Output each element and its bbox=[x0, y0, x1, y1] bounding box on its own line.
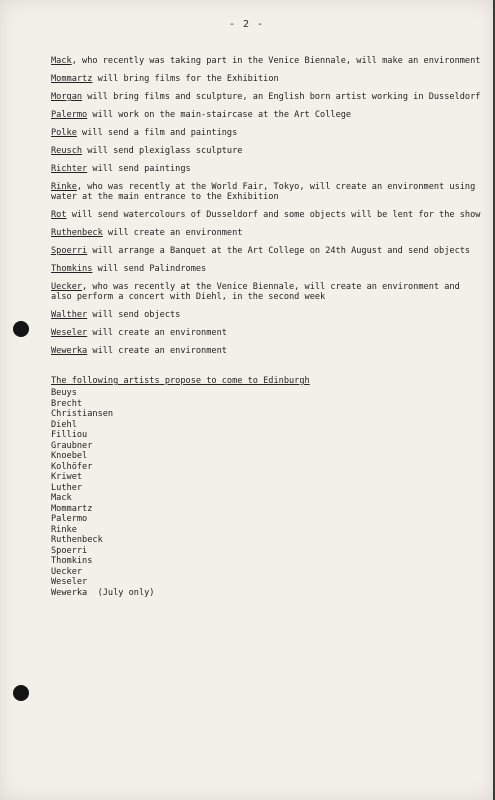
entry-weseler bbox=[51, 328, 481, 338]
artist-description: will work on the main-staircase at the Art College bbox=[87, 110, 352, 120]
artist-description: will send paintings bbox=[87, 164, 191, 174]
entry-thomkins bbox=[51, 264, 481, 274]
list-item: Weseler bbox=[51, 577, 88, 587]
list-item: Kriwet bbox=[51, 472, 83, 482]
list-item: Mommartz bbox=[51, 503, 93, 514]
entry-mack bbox=[51, 56, 481, 66]
list-item: Palermo bbox=[51, 514, 88, 524]
list-item: Ruthenbeck bbox=[51, 535, 103, 545]
artist-description: will send watercolours of Dusseldorf and some objects will be lent for the show bbox=[66, 210, 481, 220]
page-number: - 2 - bbox=[228, 19, 265, 30]
list-item: Diehl bbox=[51, 419, 77, 430]
entry-reusch bbox=[51, 146, 481, 156]
artist-name: Uecker bbox=[51, 282, 83, 292]
artist-name: Ruthenbeck bbox=[51, 228, 103, 238]
artist-name: Thomkins bbox=[51, 264, 93, 274]
list-item: Brecht bbox=[51, 398, 83, 409]
artist-description: will send objects bbox=[87, 310, 181, 320]
list-item: Spoerri bbox=[51, 545, 88, 556]
entry-palermo bbox=[51, 110, 481, 120]
artist-description: will send plexiglass sculpture bbox=[82, 146, 243, 156]
artist-name: Polke bbox=[51, 128, 77, 138]
artist-name: Reusch bbox=[51, 146, 83, 156]
artist-description: will arrange a Banquet at the Art College on 24th August and send objects bbox=[87, 246, 471, 256]
list-item: Mack bbox=[51, 493, 72, 503]
entry-polke bbox=[51, 128, 481, 138]
artist-description: will send a film and paintings bbox=[76, 128, 238, 138]
artist-description: will create an environment bbox=[87, 346, 227, 356]
list-item: Luther bbox=[51, 482, 83, 493]
punch-hole-bottom bbox=[13, 685, 29, 701]
artist-name: Mack bbox=[51, 56, 72, 66]
entry-uecker bbox=[51, 282, 481, 302]
artist-name: Morgan bbox=[51, 92, 83, 102]
entry-walther bbox=[51, 310, 481, 320]
artist-entries bbox=[51, 56, 481, 364]
artist-description: , who was recently at the Venice Biennale, will create an environment and also perform a concert with Diehl, in the second week bbox=[51, 282, 460, 302]
artist-name: Walther bbox=[51, 310, 88, 320]
list-item: Beuys bbox=[51, 388, 77, 398]
entry-rot bbox=[51, 210, 481, 220]
artist-name: Rinke bbox=[51, 182, 77, 192]
list-heading: The following artists propose to come to Edinburgh bbox=[51, 376, 310, 386]
artist-description: will create an environment bbox=[102, 228, 243, 238]
artist-name: Wewerka bbox=[51, 346, 88, 356]
artist-description: will create an environment bbox=[87, 328, 227, 338]
entry-wewerka bbox=[51, 346, 481, 356]
entry-richter bbox=[51, 164, 481, 174]
artist-description: will send Palindromes bbox=[92, 264, 207, 274]
artist-description: will bring films for the Exhibition bbox=[92, 74, 279, 84]
punch-hole-top bbox=[13, 321, 29, 337]
list-item: Christiansen bbox=[51, 409, 114, 419]
artist-description: , who was recently at the World Fair, Tokyo, will create an environment using water at the main entrance to the Exhibition bbox=[51, 182, 476, 202]
list-item: Knoebel bbox=[51, 451, 88, 461]
artist-name: Richter bbox=[51, 164, 88, 174]
list-item: Wewerka (July only) bbox=[51, 587, 155, 598]
entry-morgan bbox=[51, 92, 481, 102]
artist-name: Spoerri bbox=[51, 246, 88, 256]
artist-description: will bring films and sculpture, an English born artist working in Dusseldorf bbox=[82, 92, 481, 102]
list-item: Filliou bbox=[51, 430, 88, 440]
entry-rinke bbox=[51, 182, 481, 202]
list-item: Uecker bbox=[51, 566, 83, 577]
list-item: Graubner bbox=[51, 440, 93, 451]
entry-ruthenbeck bbox=[51, 228, 481, 238]
artist-name: Mommartz bbox=[51, 74, 93, 84]
attending-artists-list bbox=[51, 388, 154, 598]
list-item: Thomkins bbox=[51, 556, 93, 566]
artist-description: , who recently was taking part in the Venice Biennale, will make an environment bbox=[71, 56, 481, 66]
entry-spoerri bbox=[51, 246, 481, 256]
entry-mommartz bbox=[51, 74, 481, 84]
list-item: Kolhöfer bbox=[51, 461, 93, 472]
artist-name: Palermo bbox=[51, 110, 88, 120]
artist-name: Rot bbox=[51, 210, 67, 220]
artist-name: Weseler bbox=[51, 328, 88, 338]
list-item: Rinke bbox=[51, 524, 77, 535]
